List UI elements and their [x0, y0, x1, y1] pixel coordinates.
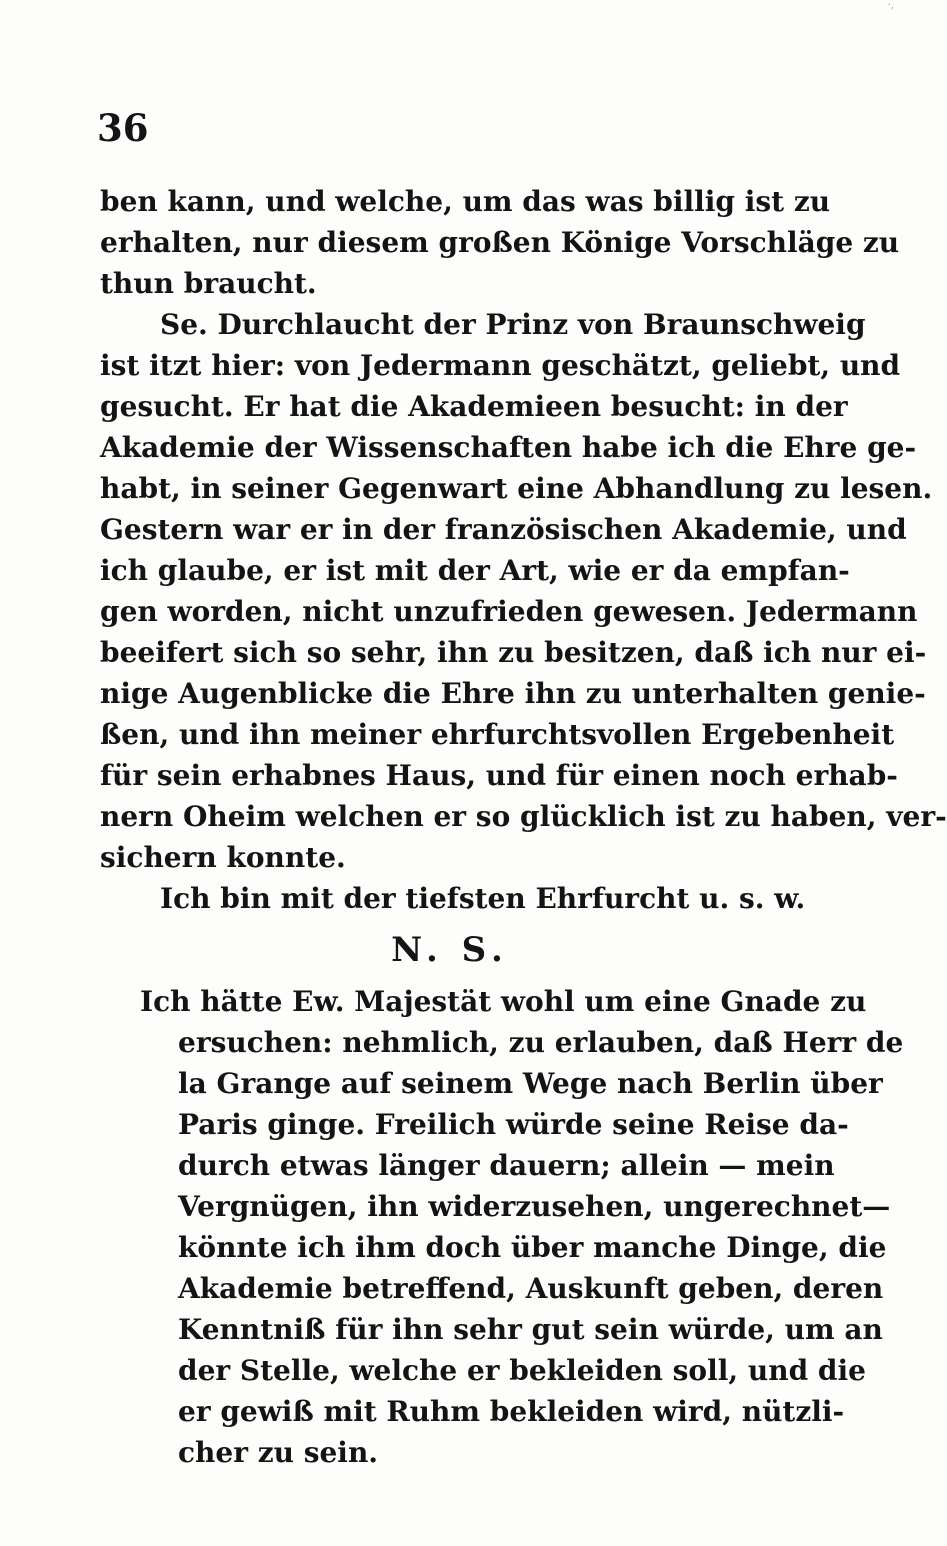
text-line: Se. Durchlaucht der Prinz von Braunschweig [160, 308, 866, 341]
text-line: Kenntniß für ihn sehr gut sein würde, um an [178, 1313, 883, 1346]
scan-speck: ·‚ [887, 0, 894, 11]
text-line: ersuchen: nehmlich, zu erlauben, daß Herr de [178, 1026, 904, 1059]
text-line: Ich hätte Ew. Majestät wohl um eine Gnade zu [140, 985, 867, 1018]
text-line: Akademie betreffend, Auskunft geben, deren [178, 1272, 884, 1305]
text-line: cher zu sein. [178, 1436, 379, 1469]
text-line: ich glaube, er ist mit der Art, wie er da empfan- [100, 554, 850, 587]
text-line: la Grange auf seinem Wege nach Berlin über [178, 1067, 883, 1100]
text-line: Akademie der Wissenschaften habe ich die Ehre ge- [100, 431, 917, 464]
text-line: ist itzt hier: von Jedermann geschätzt, geliebt, und [100, 349, 901, 382]
page-number: 36 [97, 106, 149, 150]
text-line: Gestern war er in der französischen Akademie, und [100, 513, 907, 546]
text-line: ßen, und ihn meiner ehrfurchtsvollen Ergebenheit [100, 718, 895, 751]
text-line: sichern konnte. [100, 841, 346, 874]
text-line: erhalten, nur diesem großen Könige Vorschläge zu [100, 226, 900, 259]
text-line: Vergnügen, ihn widerzusehen, ungerechnet— [178, 1190, 891, 1223]
text-line: er gewiß mit Ruhm bekleiden wird, nützli- [178, 1395, 845, 1428]
text-line: nige Augenblicke die Ehre ihn zu unterhalten genie- [100, 677, 926, 710]
text-line: Paris ginge. Freilich würde seine Reise da- [178, 1108, 849, 1141]
text-line: der Stelle, welche er bekleiden soll, und die [178, 1354, 866, 1387]
postscript-heading: N. S. [391, 930, 509, 970]
closing-line: Ich bin mit der tiefsten Ehrfurcht u. s. w. [160, 882, 806, 915]
text-line: für sein erhabnes Haus, und für einen noch erhab- [100, 759, 898, 792]
text-line: nern Oheim welchen er so glücklich ist zu haben, ver- [100, 800, 947, 833]
text-line: gen worden, nicht unzufrieden gewesen. Jedermann [100, 595, 918, 628]
text-line: habt, in seiner Gegenwart eine Abhandlung zu lesen. [100, 472, 933, 505]
text-line: könnte ich ihm doch über manche Dinge, die [178, 1231, 887, 1264]
text-line: gesucht. Er hat die Akademieen besucht: in der [100, 390, 848, 423]
text-line: ben kann, und welche, um das was billig ist zu [100, 185, 831, 218]
text-line: thun braucht. [100, 267, 317, 300]
text-line: durch etwas länger dauern; allein — mein [178, 1149, 835, 1182]
text-line: beeifert sich so sehr, ihn zu besitzen, daß ich nur ei- [100, 636, 927, 669]
